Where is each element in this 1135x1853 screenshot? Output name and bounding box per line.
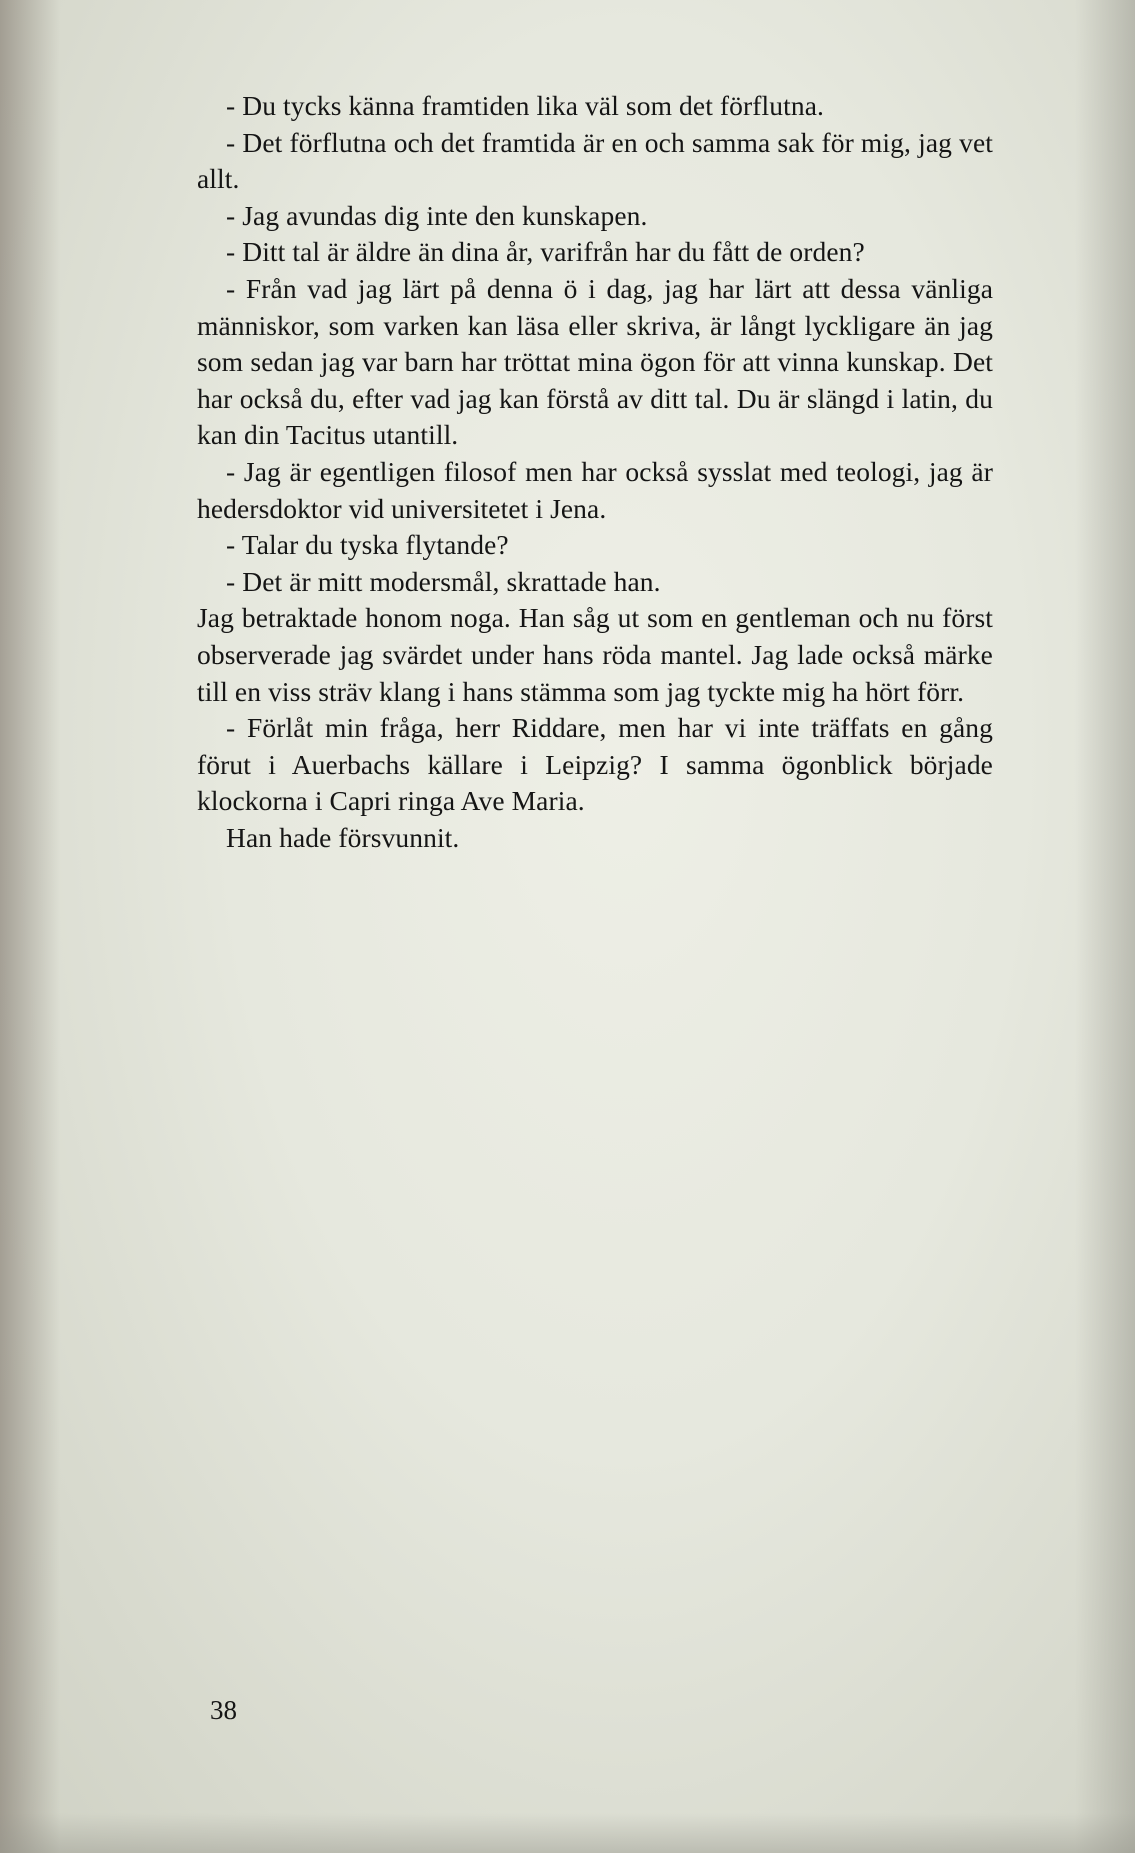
paragraph-10: - Förlåt min fråga, herr Riddare, men har vi inte träffats en gång förut i Auerbachs källare i Leipzig? I samma ögonblick började klockorna i Capri ringa Ave Maria. [197, 712, 993, 817]
paragraph-6: - Jag är egentligen filosof men har också sysslat med teologi, jag är hedersdoktor vid universitetet i Jena. [197, 455, 993, 524]
paragraph-9: Jag betraktade honom noga. Han såg ut som en gentleman och nu först observerade jag svärdet under hans röda mantel. Jag lade också märke till en viss sträv klang i hans stämma som jag tyckte mig ha hört förr. [197, 602, 993, 707]
body-text [197, 88, 993, 856]
paragraph-11: Han hade försvunnit. [226, 821, 460, 853]
paragraph-5: - Från vad jag lärt på denna ö i dag, jag har lärt att dessa vänliga människor, som varken kan läsa eller skriva, är långt lyckligare än jag som sedan jag var barn har tröttat mina ögon för att vinna kunskap. Det har också du, efter vad jag kan förstå av ditt tal. Du är slängd i latin, du kan din Tacitus utantill. [197, 272, 993, 451]
paragraph-1: - Du tycks känna framtiden lika väl som det förflutna. [226, 90, 825, 121]
page-shadow-right [1075, 0, 1135, 1853]
page-shadow-left [0, 0, 60, 1853]
paragraph-3: - Jag avundas dig inte den kunskapen. [226, 199, 648, 231]
page-edge-bottom [0, 1813, 1135, 1853]
paragraph-7: - Talar du tyska flytande? [226, 529, 509, 561]
page-number: 38 [210, 1695, 237, 1725]
paragraph-8: - Det är mitt modersmål, skrattade han. [226, 565, 661, 597]
paragraph-4: - Ditt tal är äldre än dina år, varifrån har du fått de orden? [226, 236, 865, 268]
paragraph-2: - Det förflutna och det framtida är en och samma sak för mig, jag vet allt. [197, 126, 993, 195]
